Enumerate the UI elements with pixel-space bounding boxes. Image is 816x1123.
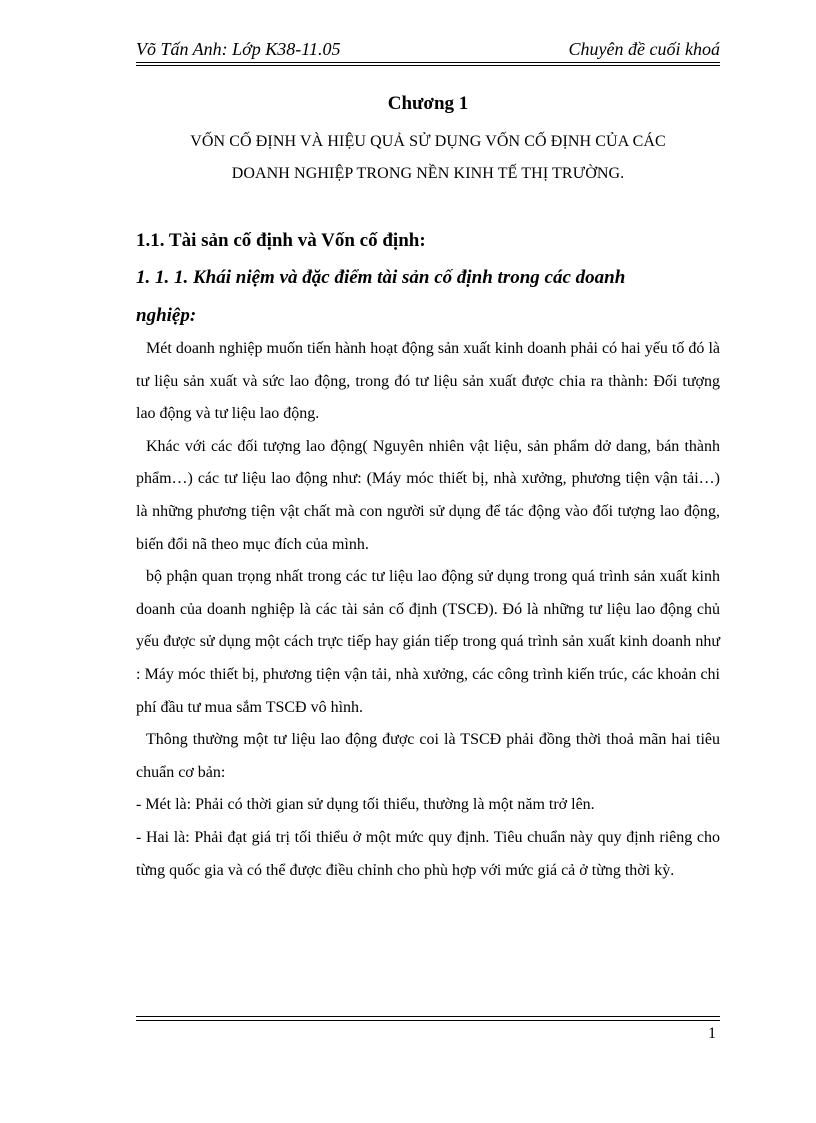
paragraph: Khác với các đối tượng lao động( Nguyên nhiên vật liệu, sản phẩm dở dang, bán thành phẩm…) các tư liệu lao động như: (Máy móc thiết bị, nhà xưởng, phương tiện vận tải…) là những phương tiện vật chất mà con người sử dụng để tác động vào đối tượng lao động, biến đổi nã theo mục đích của mình. bbox=[136, 437, 720, 553]
subsection-heading-line: nghiệp: bbox=[136, 305, 197, 326]
subsection-heading-line: 1. 1. 1. Khái niệm và đặc điểm tài sản cố định trong các doanh bbox=[136, 267, 626, 288]
header-divider bbox=[136, 62, 720, 66]
chapter-title-line: VỐN CỐ ĐỊNH VÀ HIỆU QUẢ SỬ DỤNG VỐN CỐ ĐỊNH CỦA CÁC bbox=[190, 133, 666, 150]
footer-divider bbox=[136, 1016, 720, 1021]
chapter-label: Chương 1 bbox=[387, 93, 469, 114]
chapter-title bbox=[136, 126, 720, 190]
paragraph: bộ phận quan trọng nhất trong các tư liệu lao động sử dụng trong quá trình sản xuất kinh doanh của doanh nghiệp là các tài sản cố định (TSCĐ). Đó là những tư liệu lao động chủ yếu được sử dụng một cách trực tiếp hay gián tiếp trong quá trình sản xuất kinh doanh như : Máy móc thiết bị, phương tiện vận tải, nhà xưởng, các công trình kiến trúc, các khoản chi phí đầu tư mua sắm TSCĐ vô hình. bbox=[136, 568, 720, 716]
running-header bbox=[136, 38, 720, 60]
body-text bbox=[136, 333, 720, 887]
header-document-type: Chuyên đề cuối khoá bbox=[568, 39, 720, 59]
list-item: - Mét là: Phải có thời gian sử dụng tối thiểu, thường là một năm trở lên. bbox=[136, 796, 595, 814]
paragraph: Mét doanh nghiệp muốn tiến hành hoạt động sản xuất kinh doanh phải có hai yếu tố đó là tư liệu sản xuất và sức lao động, trong đó tư liệu sản xuất được chia ra thành: Đối tượng lao động và tư liệu lao động. bbox=[136, 340, 720, 423]
paragraph: Thông thường một tư liệu lao động được coi là TSCĐ phải đồng thời thoả mãn hai tiêu chuẩn cơ bản: bbox=[136, 731, 720, 781]
header-author-class: Võ Tấn Anh: Lớp K38-11.05 bbox=[136, 39, 341, 59]
page-number: 1 bbox=[708, 1025, 716, 1042]
chapter-title-line: DOANH NGHIỆP TRONG NỀN KINH TẾ THỊ TRƯỜNG. bbox=[231, 165, 625, 182]
section-heading: 1.1. Tài sản cố định và Vốn cố định: bbox=[136, 230, 426, 251]
subsection-heading bbox=[136, 259, 720, 335]
list-item: - Hai là: Phải đạt giá trị tối thiểu ở một mức quy định. Tiêu chuẩn này quy định riêng cho từng quốc gia và có thể được điều chỉnh cho phù hợp với mức giá cả ở từng thời kỳ. bbox=[136, 828, 720, 879]
